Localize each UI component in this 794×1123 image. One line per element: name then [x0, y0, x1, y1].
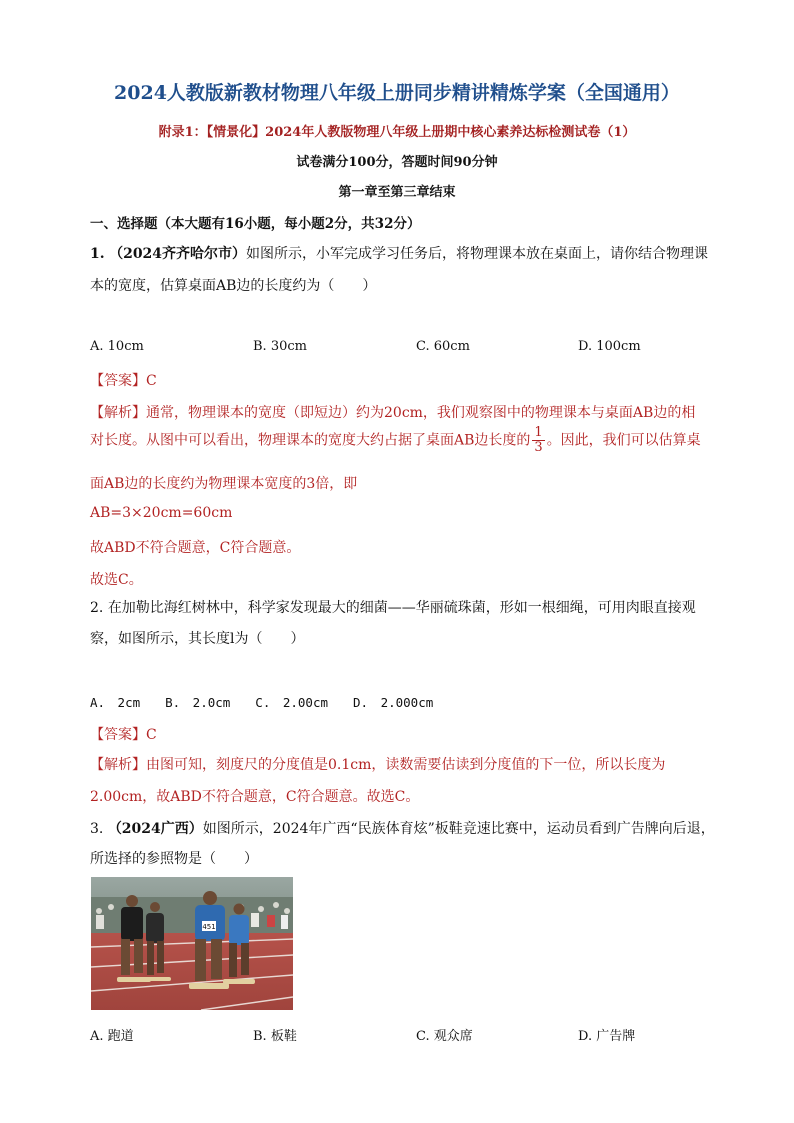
- question-1-stem-line2: 本的宽度，估算桌面AB边的长度约为（ ）: [90, 278, 377, 294]
- q1-answer: [90, 370, 157, 390]
- question-number: 3.: [90, 821, 104, 837]
- race-bib-number: 451: [202, 923, 216, 931]
- analysis-tag: 【解析】: [90, 757, 146, 773]
- answer-tag: 【答案】: [90, 727, 146, 743]
- answer-value: C: [146, 373, 157, 389]
- question-number: 2.: [90, 600, 104, 616]
- q2-analysis-line1: [90, 754, 665, 774]
- exam-info: 试卷满分100分，答题时间90分钟: [296, 155, 498, 170]
- q3-option-d: D. 广告牌: [578, 1029, 636, 1044]
- question-3-stem-line2: 所选择的参照物是（ ）: [90, 851, 258, 867]
- q2-answer: [90, 724, 157, 744]
- question-1-stem-line1: [90, 243, 708, 263]
- race-photo-illustration: [91, 877, 293, 1010]
- question-text: 在加勒比海红树林中，科学家发现最大的细菌——华丽硫珠菌，形如一根细绳，可用肉眼直接观: [107, 600, 696, 616]
- q1-analysis-line4: AB=3×20cm=60cm: [90, 505, 233, 521]
- answer-tag: 【答案】: [90, 373, 146, 389]
- fraction-one-third: [532, 426, 544, 455]
- question-source: （2024广西）: [107, 821, 203, 837]
- fraction-denominator: 3: [534, 440, 543, 455]
- q3-option-a: A. 跑道: [90, 1029, 134, 1044]
- exam-scope: 第一章至第三章结束: [338, 185, 456, 200]
- q2-options: A. 2cm B. 2.0cm C. 2.00cm D. 2.000cm: [90, 695, 434, 710]
- analysis-text: 通常，物理课本的宽度（即短边）约为20cm，我们观察图中的物理课本与桌面AB边的相: [146, 405, 696, 421]
- question-text: 如图所示，小军完成学习任务后，将物理课本放在桌面上，请你结合物理课: [246, 246, 709, 262]
- q1-analysis-line3: 面AB边的长度约为物理课本宽度的3倍，即: [90, 476, 358, 492]
- question-number: 1.: [90, 246, 105, 262]
- q1-option-c: C. 60cm: [416, 339, 470, 354]
- q3-option-c: C. 观众席: [416, 1029, 473, 1044]
- q1-analysis-line6: 故选C。: [90, 572, 143, 588]
- q1-option-a: A. 10cm: [90, 339, 144, 354]
- section-heading: 一、选择题（本大题有16小题，每小题2分，共32分）: [90, 216, 421, 232]
- q2-analysis-line2: 2.00cm，故ABD不符合题意，C符合题意。故选C。: [90, 789, 420, 805]
- question-2-stem-line2: 察，如图所示，其长度l为（ ）: [90, 631, 305, 647]
- question-source: （2024齐齐哈尔市）: [109, 246, 247, 262]
- analysis-text: 。因此，我们可以估算桌: [546, 432, 701, 449]
- analysis-tag: 【解析】: [90, 405, 146, 421]
- question-2-stem-line1: [90, 597, 696, 617]
- q1-option-d: D. 100cm: [578, 339, 641, 354]
- fraction-numerator: 1: [534, 425, 543, 440]
- q1-analysis-line2: [90, 426, 701, 455]
- analysis-text: 由图可知，刻度尺的分度值是0.1cm，读数需要估读到分度值的下一位，所以长度为: [146, 757, 666, 773]
- race-photo: [91, 877, 293, 1010]
- q1-option-b: B. 30cm: [253, 339, 307, 354]
- analysis-text: 对长度。从图中可以看出，物理课本的宽度大约占据了桌面AB边长度的: [90, 432, 531, 449]
- q3-option-b: B. 板鞋: [253, 1029, 297, 1044]
- q1-analysis-line5: 故ABD不符合题意，C符合题意。: [90, 540, 301, 556]
- question-text: 如图所示，2024年广西“民族体育炫”板鞋竞速比赛中，运动员看到广告牌向后退，: [202, 821, 715, 837]
- question-3-stem-line1: [90, 818, 715, 838]
- document-title: 2024人教版新教材物理八年级上册同步精讲精炼学案（全国通用）: [114, 82, 680, 104]
- appendix-heading: 附录1：【情景化】2024年人教版物理八年级上册期中核心素养达标检测试卷（1）: [158, 125, 636, 140]
- q1-analysis-line1: [90, 402, 695, 422]
- answer-value: C: [146, 727, 157, 743]
